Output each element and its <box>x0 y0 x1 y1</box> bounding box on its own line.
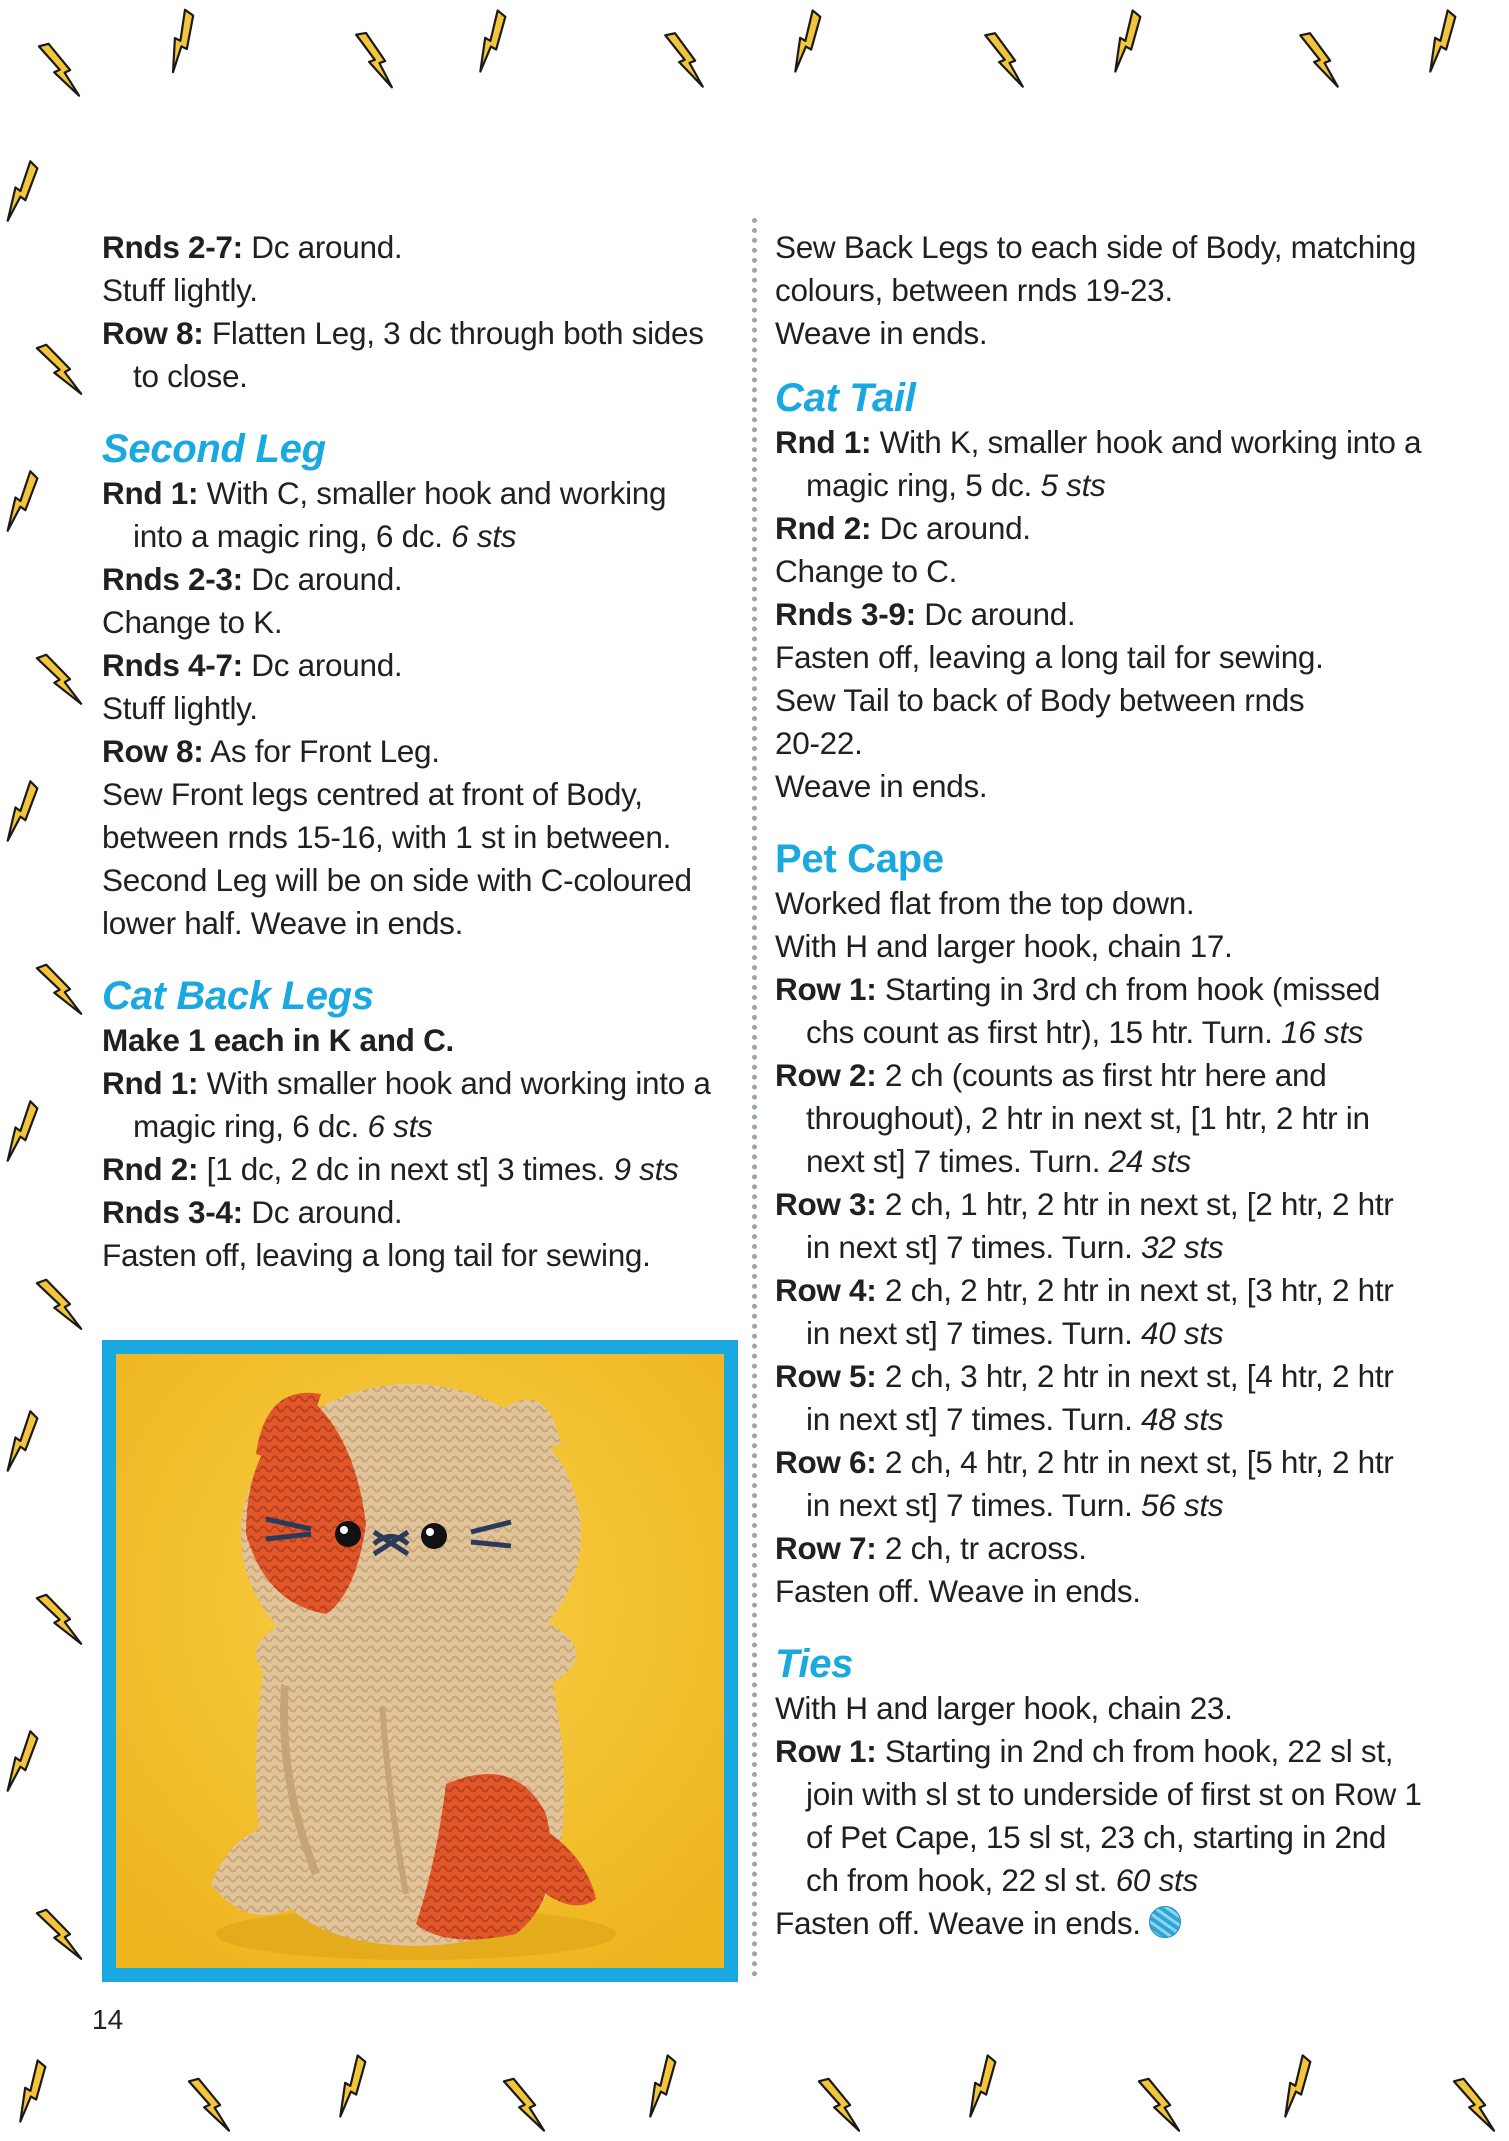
row-text: 2 ch, 1 htr, 2 htr in next st, [2 htr, 2 htr in next st] 7 times. Turn. <box>806 1186 1394 1265</box>
instruction-row <box>775 507 1425 550</box>
stitch-count: 6 sts <box>451 518 517 554</box>
lightning-bolt-icon <box>33 36 86 106</box>
instruction-row <box>775 765 1425 808</box>
row-label: Rnd 1: <box>102 475 199 511</box>
section-heading-second-leg: Second Leg <box>102 427 326 471</box>
left-column <box>102 226 722 1277</box>
row-text: Starting in 3rd ch from hook (missed chs count as first htr), 15 htr. Turn. <box>806 971 1381 1050</box>
instruction-row <box>775 1441 1425 1527</box>
yarn-ball-icon <box>1149 1906 1181 1938</box>
instruction-row <box>775 925 1425 968</box>
row-text: 2 ch, 2 htr, 2 htr in next st, [3 htr, 2 htr in next st] 7 times. Turn. <box>806 1272 1394 1351</box>
lightning-bolt-icon <box>31 955 88 1026</box>
section-heading-pet-cape: Pet Cape <box>775 837 944 881</box>
section-heading-ties: Ties <box>775 1642 854 1686</box>
lightning-bolt-icon <box>0 466 54 537</box>
lightning-bolt-icon <box>0 776 54 847</box>
stitch-count: 60 sts <box>1115 1862 1198 1898</box>
row-label: Rnd 1: <box>102 1065 199 1101</box>
row-text: 2 ch, 4 htr, 2 htr in next st, [5 htr, 2 htr in next st] 7 times. Turn. <box>806 1444 1394 1523</box>
lightning-bolt-icon <box>31 1270 88 1341</box>
instruction-row <box>775 1269 1425 1355</box>
instruction-row <box>775 312 1425 355</box>
row-text: Worked flat from the top down. <box>775 885 1195 921</box>
lightning-bolt-icon <box>1448 2071 1501 2141</box>
pet-cape-instructions <box>775 882 1425 1613</box>
row-text: [1 dc, 2 dc in next st] 3 times. <box>198 1151 614 1187</box>
instruction-row <box>102 226 722 269</box>
row-text: As for Front Leg. <box>203 733 440 769</box>
row-label: Rnds 3-4: <box>102 1194 243 1230</box>
second-leg-instructions <box>102 472 722 945</box>
row-text: Flatten Leg, 3 dc through both sides to close. <box>133 315 704 394</box>
instruction-row <box>102 773 722 945</box>
instruction-row <box>102 312 722 398</box>
instruction-row <box>102 730 722 773</box>
lightning-bolt-icon <box>770 5 839 77</box>
row-text: Change to K. <box>102 604 283 640</box>
front-leg-continued <box>102 226 722 398</box>
stitch-count: 6 sts <box>367 1108 433 1144</box>
lightning-bolt-icon <box>945 2050 1014 2122</box>
row-text: Fasten off, leaving a long tail for sewing. <box>775 639 1324 675</box>
lightning-bolt-icon <box>498 2071 551 2141</box>
row-label: Row 4: <box>775 1272 877 1308</box>
stitch-count: 40 sts <box>1141 1315 1224 1351</box>
instruction-row <box>775 968 1425 1054</box>
instruction-row <box>775 1902 1425 1945</box>
lightning-bolt-icon <box>0 156 54 227</box>
lightning-bolt-icon <box>0 1726 54 1797</box>
instruction-row <box>102 1191 722 1234</box>
row-label: Row 1: <box>775 1733 877 1769</box>
row-text: With H and larger hook, chain 23. <box>775 1690 1233 1726</box>
stitch-count: 48 sts <box>1141 1401 1224 1437</box>
row-text: With H and larger hook, chain 17. <box>775 928 1233 964</box>
cat-tail-instructions <box>775 421 1425 808</box>
lightning-bolt-icon <box>31 645 88 716</box>
row-label: Rnds 4-7: <box>102 647 243 683</box>
lightning-bolt-icon <box>979 27 1029 96</box>
stitch-count: 16 sts <box>1281 1014 1364 1050</box>
column-divider <box>752 218 757 1978</box>
lightning-bolt-icon <box>659 27 709 96</box>
stitch-count: 9 sts <box>613 1151 679 1187</box>
row-text: 2 ch, tr across. <box>876 1530 1087 1566</box>
row-text: With C, smaller hook and working into a magic ring, 6 dc. <box>133 475 667 554</box>
instruction-row <box>775 1183 1425 1269</box>
lightning-bolt-icon <box>1260 2050 1329 2122</box>
row-text: Sew Tail to back of Body between rnds 20-22. <box>775 682 1305 761</box>
amigurumi-cat-photo <box>116 1354 724 1968</box>
instruction-row <box>102 1148 722 1191</box>
row-text: 2 ch (counts as first htr here and throughout), 2 htr in next st, [1 htr, 2 htr in next st] 7 times. Turn. <box>806 1057 1370 1179</box>
section-heading-cat-back-legs: Cat Back Legs <box>102 974 374 1018</box>
instruction-row <box>775 636 1425 679</box>
instruction-row <box>102 601 722 644</box>
lightning-bolt-icon <box>455 5 524 77</box>
lightning-bolt-icon <box>0 2055 63 2127</box>
row-text: Dc around. <box>871 510 1031 546</box>
lightning-bolt-icon <box>0 1406 54 1477</box>
row-label: Row 2: <box>775 1057 877 1093</box>
lightning-bolt-icon <box>183 2071 236 2141</box>
lightning-bolt-icon <box>813 2071 866 2141</box>
instruction-row <box>102 472 722 558</box>
lightning-bolt-icon <box>31 335 88 406</box>
row-text: Weave in ends. <box>775 768 988 804</box>
instruction-row <box>102 1062 722 1148</box>
instruction-row <box>775 882 1425 925</box>
instruction-row <box>775 1355 1425 1441</box>
row-text: Dc around. <box>242 229 403 265</box>
instruction-row <box>775 1054 1425 1183</box>
crochet-cat-illustration <box>116 1354 724 1968</box>
lightning-bolt-icon <box>315 2050 384 2122</box>
row-label: Row 8: <box>102 733 204 769</box>
row-label: Row 1: <box>775 971 877 1007</box>
instruction-row <box>102 269 722 312</box>
right-column <box>775 226 1425 1945</box>
instruction-row <box>102 644 722 687</box>
instruction-row <box>775 1687 1425 1730</box>
row-label: Rnds 3-9: <box>775 596 916 632</box>
lightning-bolt-icon <box>31 1900 88 1971</box>
instruction-row <box>102 558 722 601</box>
row-label: Rnd 1: <box>775 424 872 460</box>
instruction-row <box>102 1234 722 1277</box>
row-text: Stuff lightly. <box>102 690 258 726</box>
lightning-bolt-icon <box>1090 5 1159 77</box>
lightning-bolt-icon <box>31 1585 88 1656</box>
lightning-bolt-icon <box>1405 5 1474 77</box>
instruction-row <box>102 687 722 730</box>
row-text: Fasten off, leaving a long tail for sewing. <box>102 1237 651 1273</box>
instruction-row <box>775 1730 1425 1902</box>
instruction-row <box>775 1570 1425 1613</box>
row-text: Dc around. <box>242 1194 403 1230</box>
stitch-count: 56 sts <box>1141 1487 1224 1523</box>
stitch-count: 5 sts <box>1040 467 1106 503</box>
stitch-count: 32 sts <box>1141 1229 1224 1265</box>
row-text: Weave in ends. <box>775 315 988 351</box>
instruction-row <box>775 421 1425 507</box>
lightning-bolt-icon <box>350 27 398 95</box>
row-text: With K, smaller hook and working into a magic ring, 5 dc. <box>806 424 1422 503</box>
row-label: Row 3: <box>775 1186 877 1222</box>
row-label: Rnd 2: <box>102 1151 199 1187</box>
row-label: Rnd 2: <box>775 510 872 546</box>
instruction-row <box>775 593 1425 636</box>
instruction-row <box>775 1527 1425 1570</box>
row-text: Dc around. <box>915 596 1076 632</box>
row-text: Sew Front legs centred at front of Body, between rnds 15-16, with 1 st in between. Second Leg will be on side with C-coloured lower half. Weave in ends. <box>102 776 692 941</box>
row-text: Fasten off. Weave in ends. <box>775 1905 1141 1941</box>
lightning-bolt-icon <box>0 1096 54 1167</box>
instruction-row <box>775 226 1425 312</box>
row-text: Sew Back Legs to each side of Body, matching colours, between rnds 19-23. <box>775 229 1417 308</box>
row-text: Change to C. <box>775 553 958 589</box>
stitch-count: 24 sts <box>1108 1143 1191 1179</box>
row-label: Row 6: <box>775 1444 877 1480</box>
row-text: 2 ch, 3 htr, 2 htr in next st, [4 htr, 2 htr in next st] 7 times. Turn. <box>806 1358 1394 1437</box>
row-label: Row 8: <box>102 315 204 351</box>
row-text: Dc around. <box>242 561 403 597</box>
section-subheading: Make 1 each in K and C. <box>102 1022 454 1058</box>
lightning-bolt-icon <box>1294 27 1344 96</box>
amigurumi-cat-photo-frame <box>102 1340 738 1982</box>
cat-back-legs-instructions <box>102 1019 722 1277</box>
row-label: Row 7: <box>775 1530 877 1566</box>
instruction-row <box>775 550 1425 593</box>
row-text: Fasten off. Weave in ends. <box>775 1573 1141 1609</box>
page-number: 14 <box>92 2004 124 2035</box>
row-text: Starting in 2nd ch from hook, 22 sl st, join with sl st to underside of first st on Row 1 of Pet Cape, 15 sl st, 23 ch, starting in 2nd ch from hook, 22 sl st. <box>806 1733 1422 1898</box>
row-text: Dc around. <box>242 647 403 683</box>
lightning-bolt-icon <box>625 2050 694 2122</box>
lightning-bolt-icon <box>146 5 213 78</box>
back-legs-sewing <box>775 226 1425 355</box>
lightning-bolt-icon <box>1133 2071 1186 2141</box>
row-label: Row 5: <box>775 1358 877 1394</box>
row-label: Rnds 2-3: <box>102 561 243 597</box>
section-heading-cat-tail: Cat Tail <box>775 376 916 420</box>
row-label: Rnds 2-7: <box>102 229 243 265</box>
ties-instructions <box>775 1687 1425 1945</box>
instruction-row <box>775 679 1315 765</box>
row-text: With smaller hook and working into a magic ring, 6 dc. <box>133 1065 711 1144</box>
row-text: Stuff lightly. <box>102 272 258 308</box>
